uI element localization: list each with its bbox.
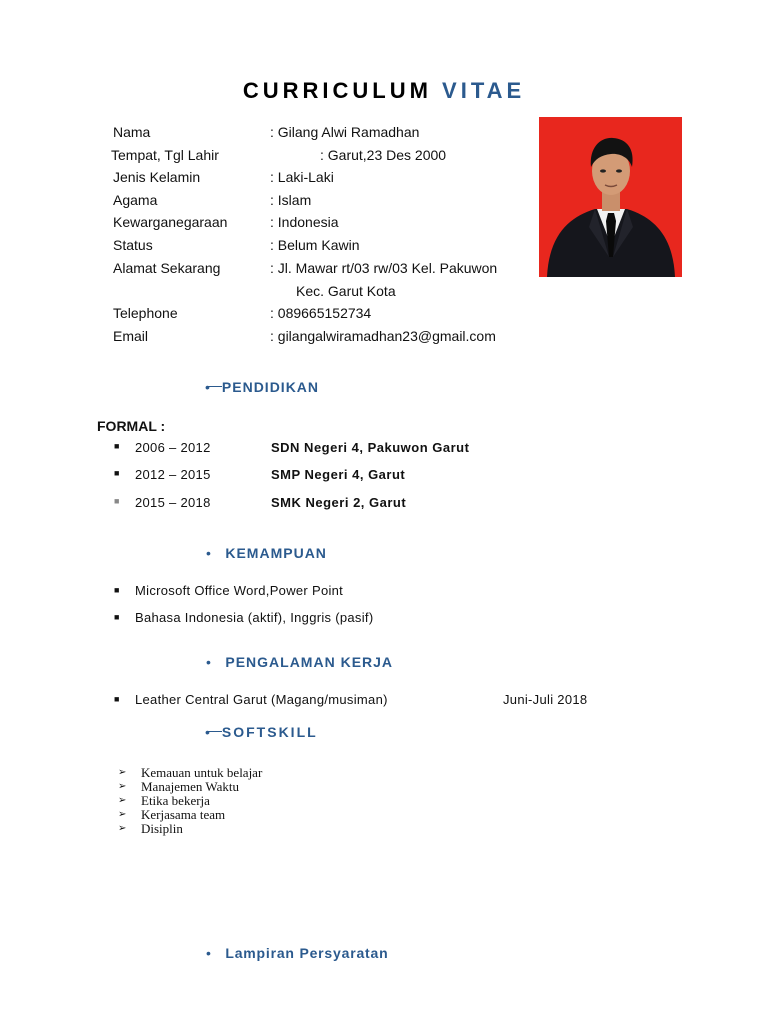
label-agama: Agama — [113, 192, 158, 208]
softskill-item: Manajemen Waktu — [141, 779, 239, 794]
bullet-dot-icon: • — [206, 945, 211, 961]
dash-line — [208, 386, 222, 387]
person-portrait-icon — [539, 117, 682, 277]
square-bullet-icon: ■ — [114, 585, 120, 595]
bullet-dot-icon: • — [205, 379, 210, 395]
softskill-item: Kerjasama team — [141, 807, 226, 822]
label-tempat-tgl-lahir: Tempat, Tgl Lahir — [111, 147, 219, 163]
softskill-item: Etika bekerja — [141, 793, 210, 808]
skill-item: Bahasa Indonesia (aktif), Inggris (pasif) — [135, 610, 374, 625]
softskill-item: Disiplin — [141, 821, 183, 836]
label-jenis-kelamin: Jenis Kelamin — [113, 169, 201, 185]
section-heading: PENGALAMAN KERJA — [225, 654, 394, 670]
bullet-dot-icon: • — [205, 724, 210, 740]
profile-photo — [539, 117, 682, 277]
value-telephone: : 089665152734 — [270, 305, 372, 321]
skill-item: Microsoft Office Word,Power Point — [135, 583, 344, 598]
section-softskill — [205, 724, 318, 742]
label-alamat: Alamat Sekarang — [113, 260, 221, 276]
edu-years: 2012 – 2015 — [135, 467, 211, 482]
value-alamat-line2: Kec. Garut Kota — [296, 283, 396, 299]
experience-place: Leather Central Garut (Magang/musiman) — [135, 692, 388, 707]
section-heading: SOFTSKILL — [221, 724, 318, 740]
label-nama: Nama — [113, 124, 151, 140]
label-status: Status — [113, 237, 153, 253]
cv-title-main: CURRICULUM — [242, 78, 432, 103]
square-bullet-icon: ■ — [114, 694, 120, 704]
value-status: : Belum Kawin — [270, 237, 360, 253]
softskill-item: Kemauan untuk belajar — [141, 765, 263, 780]
label-telephone: Telephone — [113, 305, 178, 321]
section-pendidikan — [205, 379, 319, 397]
section-pengalaman — [206, 654, 393, 672]
value-alamat: : Jl. Mawar rt/03 rw/03 Kel. Pakuwon — [270, 260, 498, 276]
arrow-bullet-icon: ➢ — [118, 795, 127, 806]
square-bullet-icon: ■ — [114, 496, 120, 506]
edu-years: 2006 – 2012 — [135, 440, 211, 455]
edu-school: SMK Negeri 2, Garut — [271, 495, 407, 510]
value-email: : gilangalwiramadhan23@gmail.com — [270, 328, 496, 344]
experience-period: Juni-Juli 2018 — [503, 692, 588, 707]
arrow-bullet-icon: ➢ — [118, 823, 127, 834]
bullet-dot-icon: • — [206, 545, 211, 561]
section-kemampuan — [206, 545, 327, 563]
value-kewarganegaraan: : Indonesia — [270, 214, 339, 230]
square-bullet-icon: ■ — [114, 441, 120, 451]
value-nama: : Gilang Alwi Ramadhan — [270, 124, 420, 140]
arrow-bullet-icon: ➢ — [118, 767, 127, 778]
label-kewarganegaraan: Kewarganegaraan — [113, 214, 228, 230]
edu-school: SMP Negeri 4, Garut — [271, 467, 406, 482]
arrow-bullet-icon: ➢ — [118, 781, 127, 792]
section-heading: Lampiran Persyaratan — [225, 945, 389, 961]
section-heading: PENDIDIKAN — [221, 379, 320, 395]
label-email: Email — [113, 328, 149, 344]
section-heading: KEMAMPUAN — [225, 545, 327, 561]
value-jenis-kelamin: : Laki-Laki — [270, 169, 334, 185]
edu-years: 2015 – 2018 — [135, 495, 211, 510]
dash-line — [208, 731, 222, 732]
edu-school: SDN Negeri 4, Pakuwon Garut — [271, 440, 470, 455]
section-lampiran — [206, 945, 388, 963]
formal-label: FORMAL : — [97, 418, 166, 434]
square-bullet-icon: ■ — [114, 468, 120, 478]
square-bullet-icon: ■ — [114, 612, 120, 622]
value-agama: : Islam — [270, 192, 312, 208]
bullet-dot-icon: • — [206, 654, 211, 670]
value-tempat-tgl-lahir: : Garut,23 Des 2000 — [320, 147, 447, 163]
cv-title-accent: VITAE — [442, 78, 526, 103]
arrow-bullet-icon: ➢ — [118, 809, 127, 820]
cv-title — [0, 78, 768, 104]
